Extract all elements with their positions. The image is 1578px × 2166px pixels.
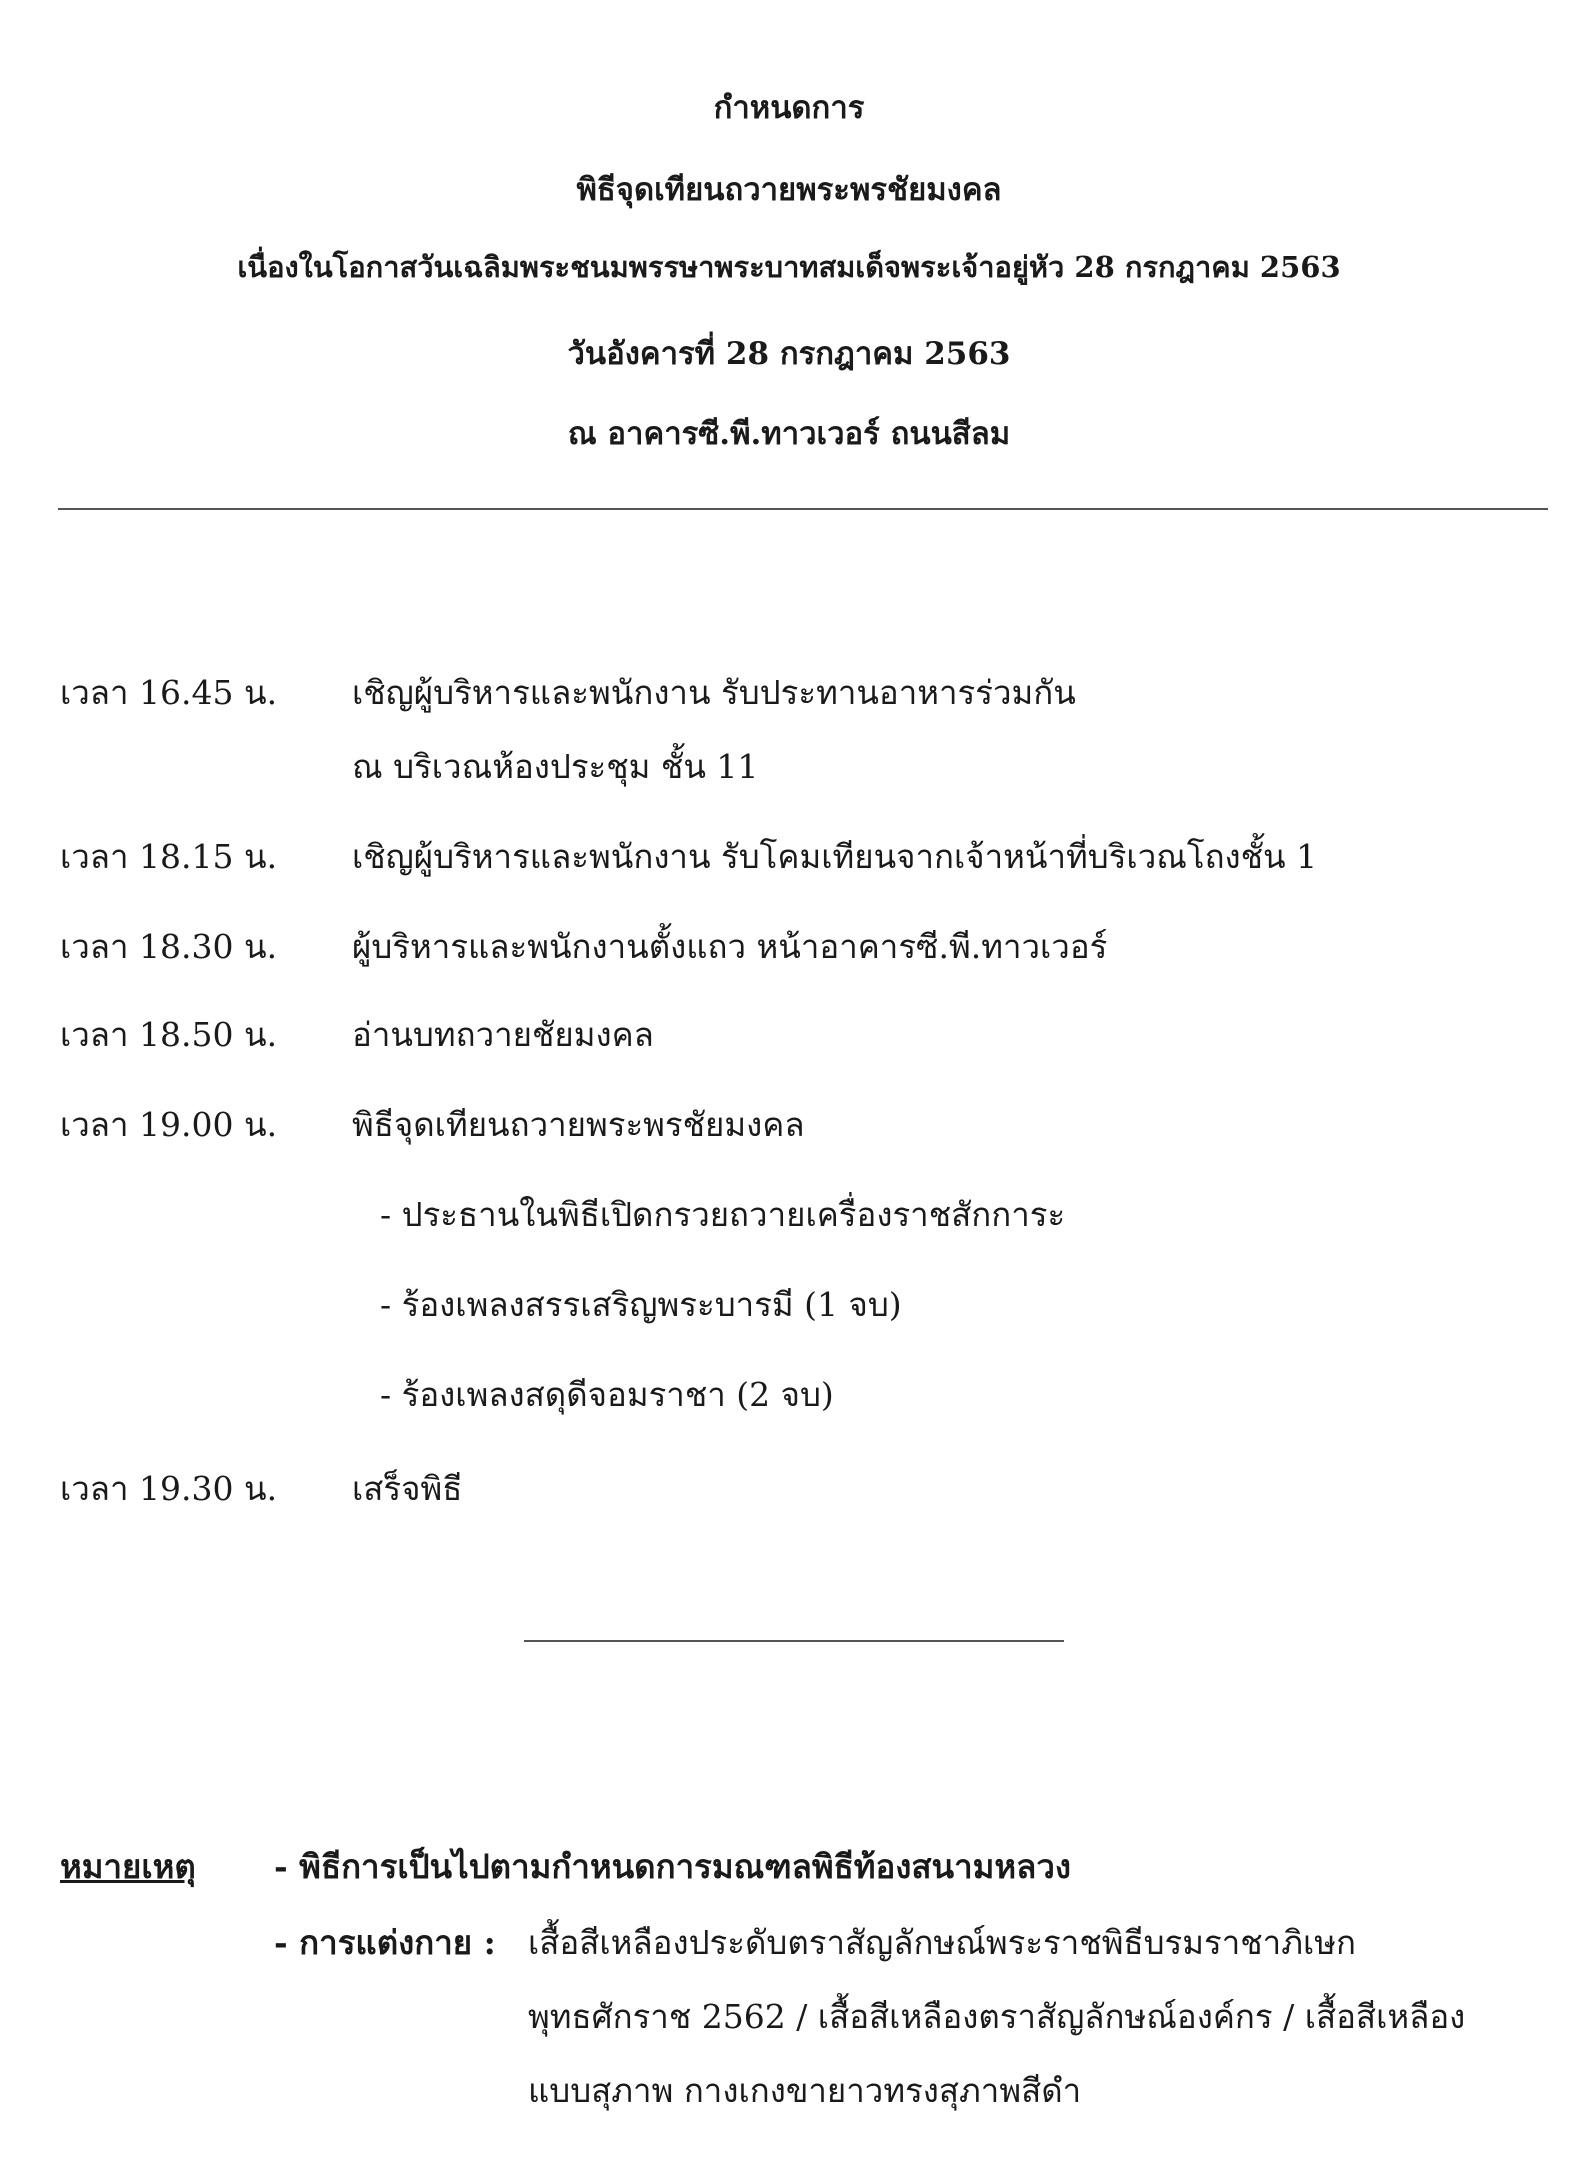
closing-divider bbox=[524, 1640, 1064, 1642]
schedule-subitem: - ร้องเพลงสดุดีจอมราชา (2 จบ) bbox=[380, 1375, 834, 1414]
header-divider bbox=[58, 508, 1548, 510]
note-item: - พิธีการเป็นไปตามกำหนดการมณฑลพิธีท้องสนามหลวง bbox=[274, 1847, 1072, 1886]
header-date: วันอังคารที่ 28 กรกฎาคม 2563 bbox=[567, 336, 1011, 372]
header-ceremony: พิธีจุดเทียนถวายพระพรชัยมงคล bbox=[576, 172, 1002, 208]
schedule-time: เวลา 18.50 น. bbox=[60, 1015, 278, 1054]
schedule-time: เวลา 19.30 น. bbox=[60, 1469, 278, 1508]
note-label: หมายเหตุ bbox=[60, 1847, 196, 1886]
schedule-time: เวลา 19.00 น. bbox=[60, 1105, 278, 1144]
schedule-desc: พิธีจุดเทียนถวายพระพรชัยมงคล bbox=[352, 1105, 805, 1144]
schedule-time: เวลา 16.45 น. bbox=[60, 673, 278, 712]
schedule-subitem: - ประธานในพิธีเปิดกรวยถวายเครื่องราชสักการะ bbox=[380, 1195, 1066, 1234]
header-title: กำหนดการ bbox=[713, 90, 865, 126]
schedule-desc-cont: ณ บริเวณห้องประชุม ชั้น 11 bbox=[352, 747, 759, 786]
note-dress-text: เสื้อสีเหลืองประดับตราสัญลักษณ์พระราชพิธีบรมราชาภิเษก bbox=[528, 1923, 1356, 1962]
schedule-desc: เชิญผู้บริหารและพนักงาน รับประทานอาหารร่วมกัน bbox=[352, 673, 1076, 712]
schedule-desc: เชิญผู้บริหารและพนักงาน รับโคมเทียนจากเจ้าหน้าที่บริเวณโถงชั้น 1 bbox=[352, 837, 1318, 876]
header-occasion: เนื่องในโอกาสวันเฉลิมพระชนมพรรษาพระบาทสมเด็จพระเจ้าอยู่หัว 28 กรกฎาคม 2563 bbox=[237, 250, 1341, 284]
schedule-desc: อ่านบทถวายชัยมงคล bbox=[352, 1015, 654, 1054]
note-dress-text: แบบสุภาพ กางเกงขายาวทรงสุภาพสีดำ bbox=[528, 2071, 1082, 2110]
schedule-desc: เสร็จพิธี bbox=[352, 1469, 463, 1508]
schedule-time: เวลา 18.30 น. bbox=[60, 927, 278, 966]
schedule-subitem: - ร้องเพลงสรรเสริญพระบารมี (1 จบ) bbox=[380, 1285, 902, 1324]
note-dress-label: - การแต่งกาย : bbox=[274, 1923, 496, 1962]
schedule-desc: ผู้บริหารและพนักงานตั้งแถว หน้าอาคารซี.พี.ทาวเวอร์ bbox=[352, 927, 1108, 966]
note-dress-text: พุทธศักราช 2562 / เสื้อสีเหลืองตราสัญลักษณ์องค์กร / เสื้อสีเหลือง bbox=[528, 1997, 1466, 2036]
schedule-time: เวลา 18.15 น. bbox=[60, 837, 278, 876]
header-venue: ณ อาคารซี.พี.ทาวเวอร์ ถนนสีลม bbox=[567, 416, 1011, 452]
